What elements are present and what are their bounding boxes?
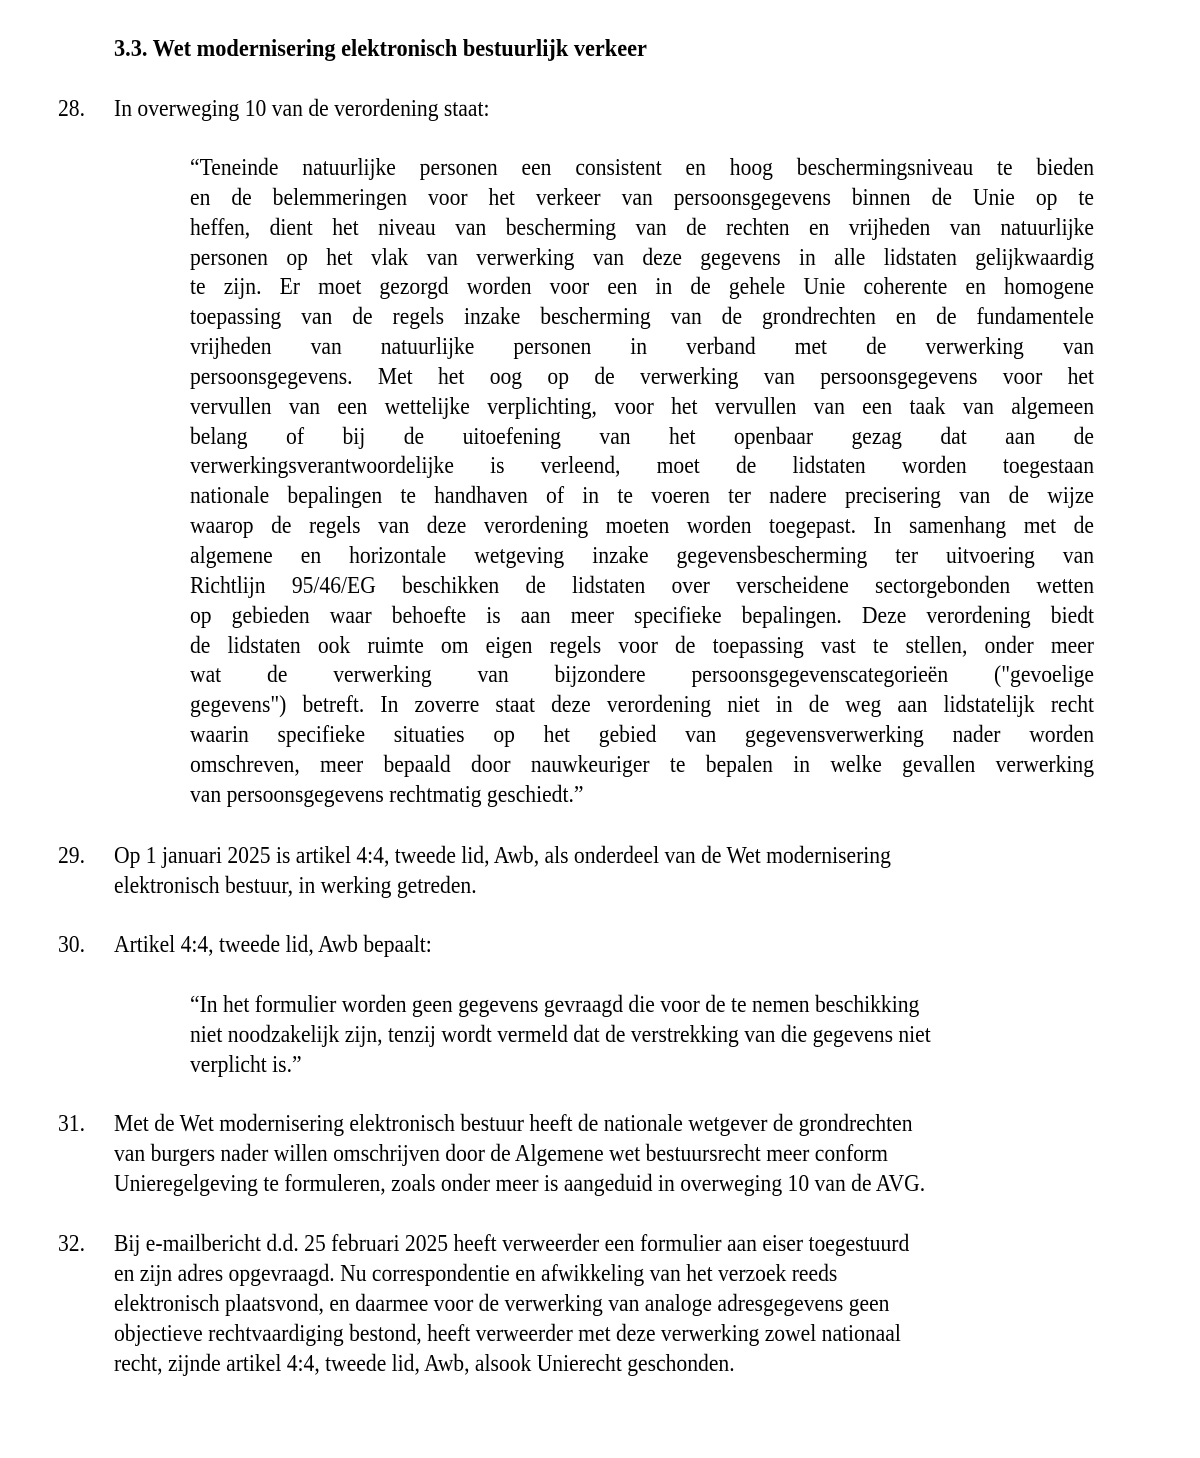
paragraph-text [114,94,1094,124]
paragraph-number: 30. [58,932,85,958]
text-line: recht, zijnde artikel 4:4, tweede lid, Awb, alsook Unierecht geschonden. [114,1351,735,1377]
paragraph-text [114,930,1094,960]
quote-block-recital-10 [190,154,1094,811]
text-line: elektronisch bestuur, in werking getreden. [114,873,477,899]
quote-line-wrapper [190,482,1094,512]
paragraph-number: 29. [58,843,85,869]
quote-line: nationale bepalingen te handhaven of in te voeren ter nadere precisering van de wijze [190,483,1095,510]
quote-line-wrapper [190,572,1094,602]
quote-line-wrapper [190,214,1094,244]
quote-line: “Teneinde natuurlijke personen een consistent en hoog beschermingsniveau te bieden [190,155,1095,181]
text-line: Artikel 4:4, tweede lid, Awb bepaalt: [114,932,432,958]
quote-line: op gebieden waar behoefte is aan meer specifieke bepalingen. Deze verordening biedt [190,602,1095,629]
quote-line-wrapper [190,184,1094,214]
paragraph-text [114,841,1094,901]
quote-line: vervullen van een wettelijke verplichting, voor het vervullen van een taak van algemeen [190,393,1094,420]
quote-line-wrapper [190,303,1094,333]
quote-line: “In het formulier worden geen gegevens gevraagd die voor de te nemen beschikking [190,992,920,1018]
quote-line: omschreven, meer bepaald door nauwkeuriger te bepalen in welke gevallen verwerking [190,751,1095,778]
quote-line: verplicht is.” [190,1052,302,1078]
quote-line-wrapper [190,721,1094,751]
paragraph-number: 28. [58,96,85,122]
quote-line-wrapper [190,751,1094,781]
text-line: van burgers nader willen omschrijven door de Algemene wet bestuursrecht meer conform [114,1141,888,1167]
quote-line: wat de verwerking van bijzondere persoonsgegevenscategorieën ("gevoelige [190,662,1095,689]
quote-line-wrapper [190,542,1094,572]
section-heading: 3.3. Wet modernisering elektronisch bestuurlijk verkeer [114,36,647,62]
quote-line: waarop de regels van deze verordening moeten worden toegepast. In samenhang met de [190,513,1095,540]
quote-line-wrapper [190,363,1094,393]
text-line: Op 1 januari 2025 is artikel 4:4, tweede lid, Awb, als onderdeel van de Wet modernisering [114,843,891,869]
quote-line-wrapper [190,423,1094,453]
quote-line-wrapper [190,393,1094,423]
quote-line-wrapper [190,691,1094,721]
quote-line: en de belemmeringen voor het verkeer van persoonsgegevens binnen de Unie op te [190,184,1094,211]
quote-line: personen op het vlak van verwerking van deze gegevens in alle lidstaten gelijkwaardig [190,244,1095,271]
quote-line: de lidstaten ook ruimte om eigen regels voor de toepassing vast te stellen, onder meer [190,632,1095,659]
text-line: In overweging 10 van de verordening staat: [114,96,490,122]
paragraph-text [114,1109,1094,1199]
quote-line: vrijheden van natuurlijke personen in verband met de verwerking van [190,334,1095,361]
quote-line-wrapper [190,602,1094,632]
quote-line: algemene en horizontale wetgeving inzake gegevensbescherming ter uitvoering van [190,542,1095,569]
quote-line: persoonsgegevens. Met het oog op de verwerking van persoonsgegevens voor het [190,363,1094,390]
text-line: Bij e-mailbericht d.d. 25 februari 2025 heeft verweerder een formulier aan eiser toegestuurd [114,1231,910,1257]
quote-line-wrapper [190,512,1094,542]
quote-line: waarin specifieke situaties op het gebied van gegevensverwerking nader worden [190,722,1094,749]
quote-line-wrapper [190,333,1094,363]
paragraph-number: 31. [58,1111,85,1137]
quote-line: Richtlijn 95/46/EG beschikken de lidstaten over verscheidene sectorgebonden wetten [190,572,1094,599]
quote-line-wrapper [190,273,1094,303]
text-line: Met de Wet modernisering elektronisch bestuur heeft de nationale wetgever de grondrechten [114,1111,913,1137]
quote-line: heffen, dient het niveau van bescherming van de rechten en vrijheden van natuurlijke [190,214,1094,241]
quote-line-wrapper [190,781,1094,811]
quote-line-wrapper [190,244,1094,274]
quote-line-wrapper [190,632,1094,662]
quote-line: belang of bij de uitoefening van het openbaar gezag dat aan de [190,423,1094,450]
quote-line-wrapper [190,452,1094,482]
quote-line-wrapper [190,154,1094,184]
quote-line-wrapper [190,661,1094,691]
text-line: elektronisch plaatsvond, en daarmee voor de verwerking van analoge adresgegevens geen [114,1291,890,1317]
text-line: en zijn adres opgevraagd. Nu correspondentie en afwikkeling van het verzoek reeds [114,1261,838,1287]
text-line: Unieregelgeving te formuleren, zoals onder meer is aangeduid in overweging 10 van de AVG. [114,1171,926,1197]
quote-line: van persoonsgegevens rechtmatig geschiedt.” [190,781,584,808]
quote-line: te zijn. Er moet gezorgd worden voor een in de gehele Unie coherente en homogene [190,274,1095,301]
quote-line: gegevens") betreft. In zoverre staat deze verordening niet in de weg aan lidstatelijk recht [190,692,1095,719]
text-line: objectieve rechtvaardiging bestond, heeft verweerder met deze verwerking zowel nationaal [114,1321,901,1347]
paragraph-text [114,1229,1094,1379]
quote-line: verwerkingsverantwoordelijke is verleend, moet de lidstaten worden toegestaan [190,453,1094,480]
quote-line: toepassing van de regels inzake bescherming van de grondrechten en de fundamentele [190,304,1094,331]
quote-block-article-4-4 [190,990,1094,1080]
paragraph-number: 32. [58,1231,85,1257]
quote-line: niet noodzakelijk zijn, tenzij wordt vermeld dat de verstrekking van die gegevens niet [190,1022,931,1048]
